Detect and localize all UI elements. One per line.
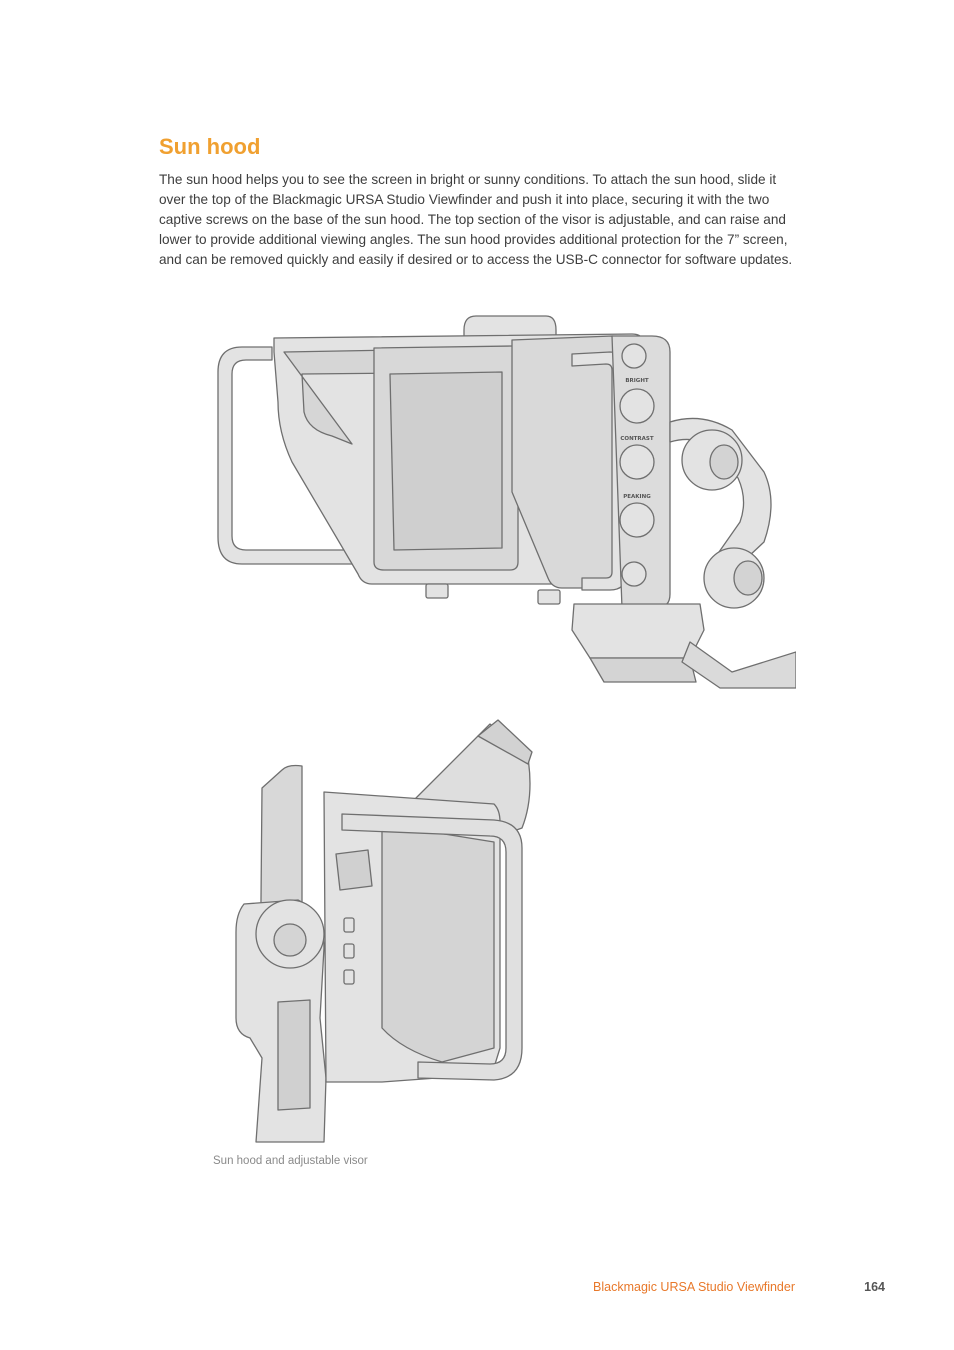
figure-caption: Sun hood and adjustable visor <box>213 1155 368 1167</box>
viewfinder-side-illustration <box>232 718 536 1144</box>
viewfinder-front-illustration <box>212 312 796 690</box>
footer-page-number: 164 <box>864 1280 885 1294</box>
knob-label-contrast: CONTRAST <box>620 436 654 442</box>
section-body-text: The sun hood helps you to see the screen in bright or sunny conditions. To attach the sun hood, slide it over the top of the Blackmagic URSA Studio Viewfinder and push it into place, securing it with the two captive screws on the base of the sun hood. The top section of the visor is adjustable, and can raise and lower to provide additional viewing angles. The sun hood provides additional protection for the 7” screen, and can be removed quickly and easily if desired or to access the USB-C connector for software updates. <box>159 172 793 267</box>
knob-label-bright: BRIGHT <box>625 378 649 384</box>
footer-product-name: Blackmagic URSA Studio Viewfinder <box>593 1280 795 1294</box>
knob-label-peaking: PEAKING <box>623 494 651 500</box>
section-title: Sun hood <box>159 134 261 159</box>
